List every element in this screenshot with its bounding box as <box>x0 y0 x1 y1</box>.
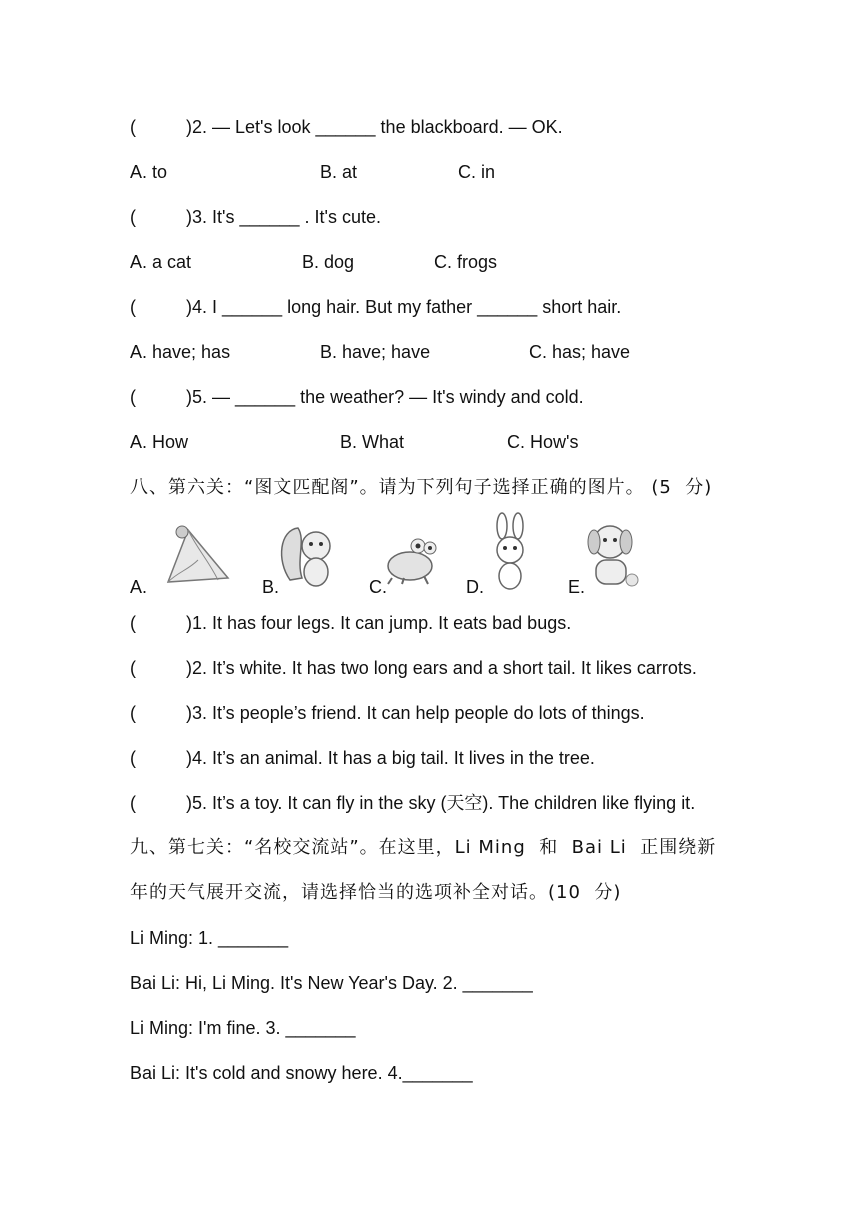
q4-option-a: A. have; has <box>130 342 231 362</box>
picture-letter-e: E. <box>568 577 586 597</box>
q3-option-b: B. dog <box>302 252 355 272</box>
frog-icon <box>384 530 440 586</box>
picture-letter-c: C. <box>369 577 387 597</box>
q2-option-b: B. at <box>320 162 358 182</box>
q2-option-c: C. in <box>458 162 496 182</box>
match-item-2: ( )2. It’s white. It has two long ears and a short tail. It likes carrots. <box>130 658 697 678</box>
picture-letter-d: D. <box>466 577 484 597</box>
section-8-title: 八、第六关：“图文匹配阁”。请为下列句子选择正确的图片。 (5 分) <box>130 477 713 498</box>
q5-option-b: B. What <box>340 432 405 452</box>
section-9-title-line-1: 九、第七关：“名校交流站”。在这里，Li Ming 和 Bai Li 正围绕新 <box>130 837 717 858</box>
dialogue-line-1: Li Ming: 1. _______ <box>130 928 289 948</box>
match-item-3: ( )3. It’s people’s friend. It can help people do lots of things. <box>130 703 645 723</box>
q4-option-b: B. have; have <box>320 342 431 362</box>
kite-icon <box>158 520 234 588</box>
q2-option-a: A. to <box>130 162 168 182</box>
question-4: ( )4. I ______ long hair. But my father ______ short hair. <box>130 297 622 317</box>
squirrel-icon <box>276 520 340 592</box>
dialogue-line-4: Bai Li: It's cold and snowy here. 4._______ <box>130 1063 473 1083</box>
dialogue-line-2: Bai Li: Hi, Li Ming. It's New Year's Day. 2. _______ <box>130 973 533 993</box>
rabbit-icon <box>486 512 534 592</box>
q5-option-c: C. How's <box>507 432 579 452</box>
section-9-title-line-2: 年的天气展开交流，请选择恰当的选项补全对话。(10 分) <box>130 882 622 903</box>
dialogue-line-3: Li Ming: I'm fine. 3. _______ <box>130 1018 356 1038</box>
q5-option-a: A. How <box>130 432 189 452</box>
q3-option-a: A. a cat <box>130 252 192 272</box>
picture-letter-b: B. <box>262 577 280 597</box>
match-item-1: ( )1. It has four legs. It can jump. It eats bad bugs. <box>130 613 572 633</box>
dog-icon <box>582 518 642 590</box>
question-5: ( )5. — ______ the weather? — It's windy and cold. <box>130 387 584 407</box>
match-item-5: ( )5. It’s a toy. It can fly in the sky (天空). The children like flying it. <box>130 793 696 813</box>
q4-option-c: C. has; have <box>529 342 631 362</box>
match-item-4: ( )4. It’s an animal. It has a big tail. It lives in the tree. <box>130 748 595 768</box>
picture-letter-a: A. <box>130 577 148 597</box>
question-2: ( )2. — Let's look ______ the blackboard. — OK. <box>130 117 563 137</box>
q3-option-c: C. frogs <box>434 252 498 272</box>
question-3: ( )3. It's ______ . It's cute. <box>130 207 381 227</box>
